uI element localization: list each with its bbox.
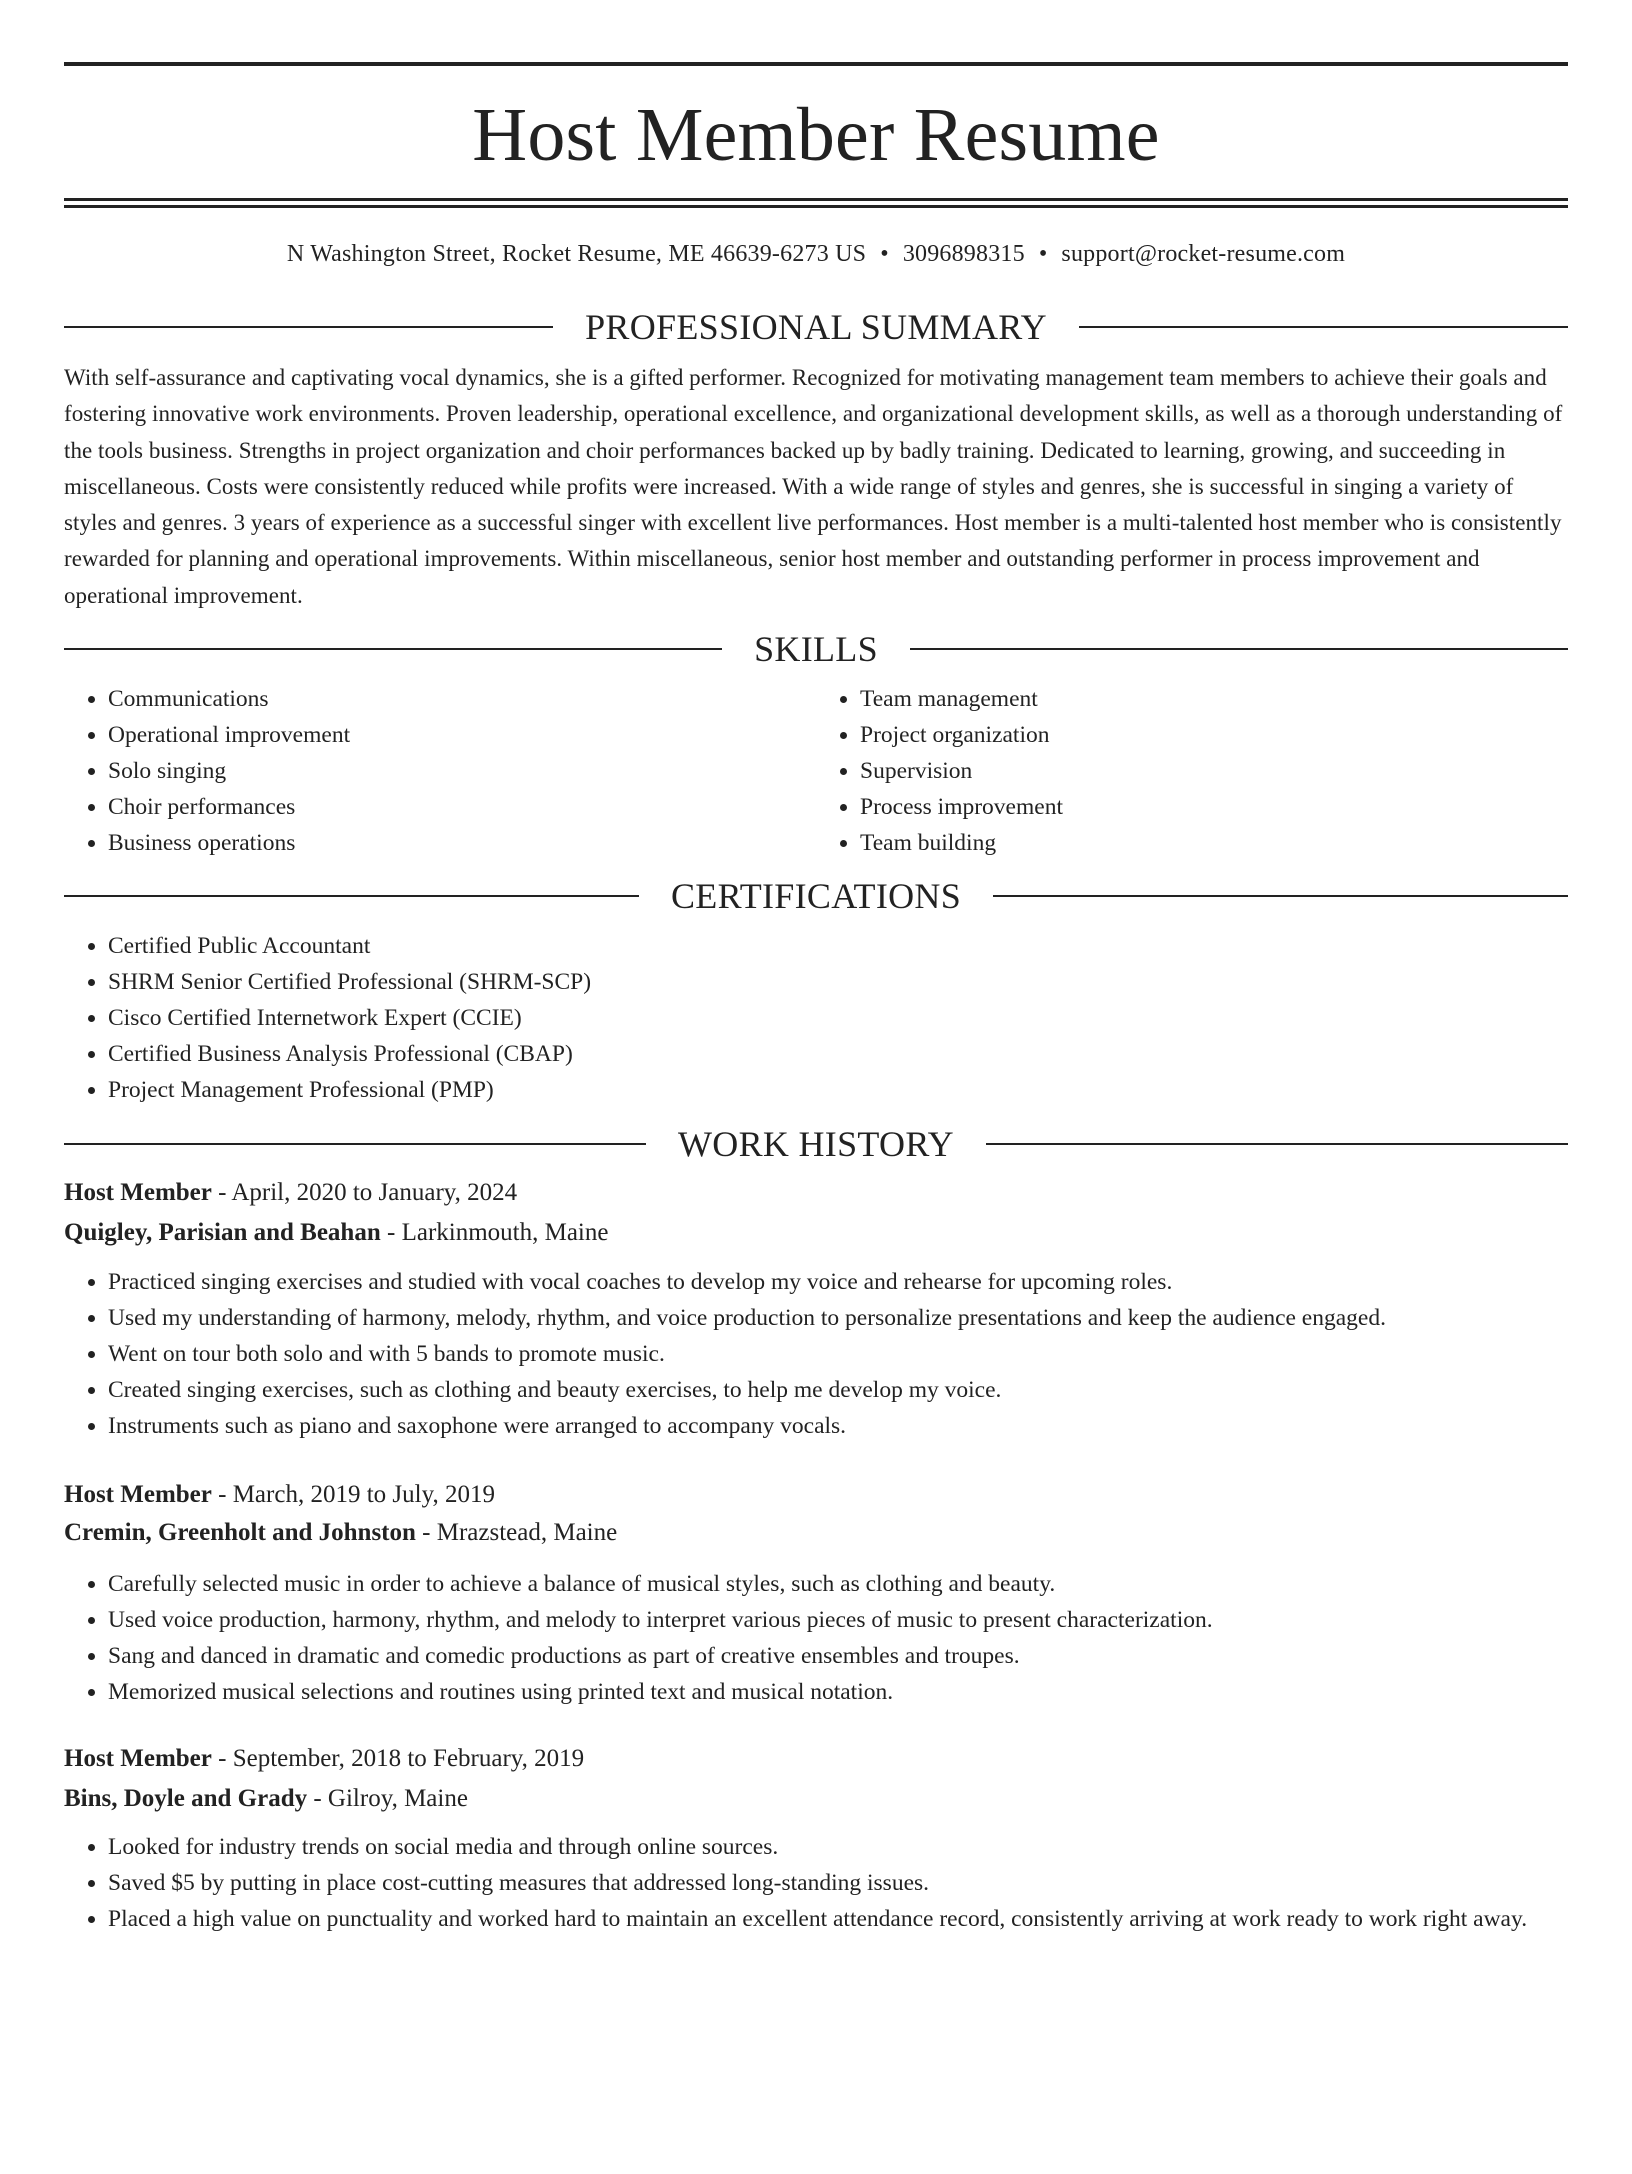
certifications-heading-text: CERTIFICATIONS	[670, 876, 962, 917]
resume-page	[64, 62, 1568, 1937]
job-bullet: • Memorized musical selections and routines using printed text and musical notation.	[108, 1674, 1568, 1710]
heading-rule	[1079, 326, 1568, 328]
heading-rule	[986, 1143, 1568, 1145]
job-bullets	[64, 1264, 1568, 1444]
skills-column-right	[816, 681, 1568, 861]
job-bullet: • Carefully selected music in order to achieve a balance of musical styles, such as clothing and beauty.	[108, 1566, 1568, 1602]
job-bullet: • Created singing exercises, such as clothing and beauty exercises, to help me develop my voice.	[108, 1372, 1568, 1408]
job-company: Bins, Doyle and Grady	[64, 1785, 308, 1813]
work-heading	[64, 1124, 1568, 1165]
job-title: Host Member	[64, 1179, 212, 1207]
job-location: - Mrazstead, Maine	[415, 1519, 618, 1547]
job-company-line	[64, 1216, 1568, 1250]
certification-item: • Certified Public Accountant	[108, 928, 1568, 964]
skill-item: • Team building	[860, 825, 1568, 861]
work-heading-text: WORK HISTORY	[678, 1124, 954, 1165]
contact-separator: •	[1038, 241, 1048, 267]
heading-rule	[993, 895, 1568, 897]
skill-item: • Team management	[860, 681, 1568, 717]
job-bullet: • Instruments such as piano and saxophone were arranged to accompany vocals.	[108, 1408, 1568, 1444]
address: N Washington Street, Rocket Resume, ME 46639-6273 US	[286, 241, 867, 267]
heading-rule	[910, 648, 1568, 650]
certifications-heading	[64, 876, 1568, 917]
skill-item: • Solo singing	[108, 753, 816, 789]
job-title-line	[64, 1478, 1568, 1512]
job-bullet: • Saved $5 by putting in place cost-cutting measures that addressed long-standing issues.	[108, 1865, 1568, 1901]
job-bullet: • Went on tour both solo and with 5 bands to promote music.	[108, 1336, 1568, 1372]
summary-heading	[64, 309, 1568, 345]
skills-heading	[64, 629, 1568, 670]
job-company: Cremin, Greenholt and Johnston	[64, 1519, 416, 1547]
contact-line	[64, 239, 1568, 269]
summary-text: With self-assurance and captivating vocal dynamics, she is a gifted performer. Recognized for motivating management team members to achieve their goals and fostering innovative work environments. Proven leadership, operational excellence, and organizational development skills, as well as a thorough understanding of the tools business. Strengths in project organization and choir performances backed up by badly training. Dedicated to learning, growing, and succeeding in miscellaneous. Costs were consistently reduced while profits were increased. With a wide range of styles and genres, she is successful in singing a variety of styles and genres. 3 years of experience as a successful singer with excellent live performances. Host member is a multi-talented host member who is consistently rewarded for planning and operational improvements. Within miscellaneous, senior host member and outstanding performer in process improvement and operational improvement.	[64, 365, 1563, 608]
certification-item: • SHRM Senior Certified Professional (SHRM-SCP)	[108, 964, 1568, 1000]
certification-item: • Project Management Professional (PMP)	[108, 1072, 1568, 1108]
job-dates: - March, 2019 to July, 2019	[211, 1481, 495, 1509]
job-bullet: • Sang and danced in dramatic and comedic productions as part of creative ensembles and troupes.	[108, 1638, 1568, 1674]
job-title: Host Member	[64, 1745, 212, 1773]
skills-column-left	[64, 681, 816, 861]
job-company-line	[64, 1516, 1568, 1550]
skill-item: • Operational improvement	[108, 717, 816, 753]
resume-title: Host Member Resume	[472, 93, 1160, 177]
job-dates: - September, 2018 to February, 2019	[211, 1745, 585, 1773]
job-bullet: • Practiced singing exercises and studied with vocal coaches to develop my voice and rehearse for upcoming roles.	[108, 1264, 1568, 1300]
skills-heading-text: SKILLS	[754, 629, 878, 670]
job-company-line	[64, 1782, 1568, 1816]
job-entry	[64, 1742, 1568, 1937]
job-location: - Gilroy, Maine	[307, 1785, 468, 1813]
job-dates: - April, 2020 to January, 2024	[211, 1179, 518, 1207]
job-title-line	[64, 1742, 1568, 1776]
skills-list	[64, 681, 1568, 861]
certification-item: • Certified Business Analysis Professional (CBAP)	[108, 1036, 1568, 1072]
summary-heading-text: PROFESSIONAL SUMMARY	[585, 307, 1047, 347]
job-title-line	[64, 1176, 1568, 1210]
heading-rule	[64, 895, 639, 897]
job-bullet: • Looked for industry trends on social media and through online sources.	[108, 1829, 1568, 1865]
job-title: Host Member	[64, 1481, 212, 1509]
job-bullet: • Used voice production, harmony, rhythm, and melody to interpret various pieces of music to present characterization.	[108, 1602, 1568, 1638]
heading-rule	[64, 1143, 646, 1145]
skill-item: • Project organization	[860, 717, 1568, 753]
skill-item: • Choir performances	[108, 789, 816, 825]
job-bullets	[64, 1566, 1568, 1710]
job-bullets	[64, 1829, 1568, 1937]
heading-rule	[64, 648, 722, 650]
certification-item: • Cisco Certified Internetwork Expert (CCIE)	[108, 1000, 1568, 1036]
skill-item: • Business operations	[108, 825, 816, 861]
job-bullet: • Used my understanding of harmony, melody, rhythm, and voice production to personalize presentations and keep the audience engaged.	[108, 1300, 1568, 1336]
skill-item: • Process improvement	[860, 789, 1568, 825]
email: support@rocket-resume.com	[1061, 241, 1346, 267]
skill-item: • Supervision	[860, 753, 1568, 789]
job-entry	[64, 1176, 1568, 1444]
job-entry	[64, 1478, 1568, 1710]
job-location: - Larkinmouth, Maine	[380, 1219, 609, 1247]
skill-item: • Communications	[108, 681, 816, 717]
phone: 3096898315	[902, 241, 1025, 267]
title-double-rule	[64, 198, 1568, 208]
contact-separator: •	[880, 241, 889, 267]
certifications-list	[64, 928, 1568, 1108]
job-company: Quigley, Parisian and Beahan	[64, 1219, 381, 1247]
heading-rule	[64, 326, 553, 328]
job-bullet: • Placed a high value on punctuality and worked hard to maintain an excellent attendance record, consistently arriving at work ready to work right away.	[108, 1901, 1568, 1937]
